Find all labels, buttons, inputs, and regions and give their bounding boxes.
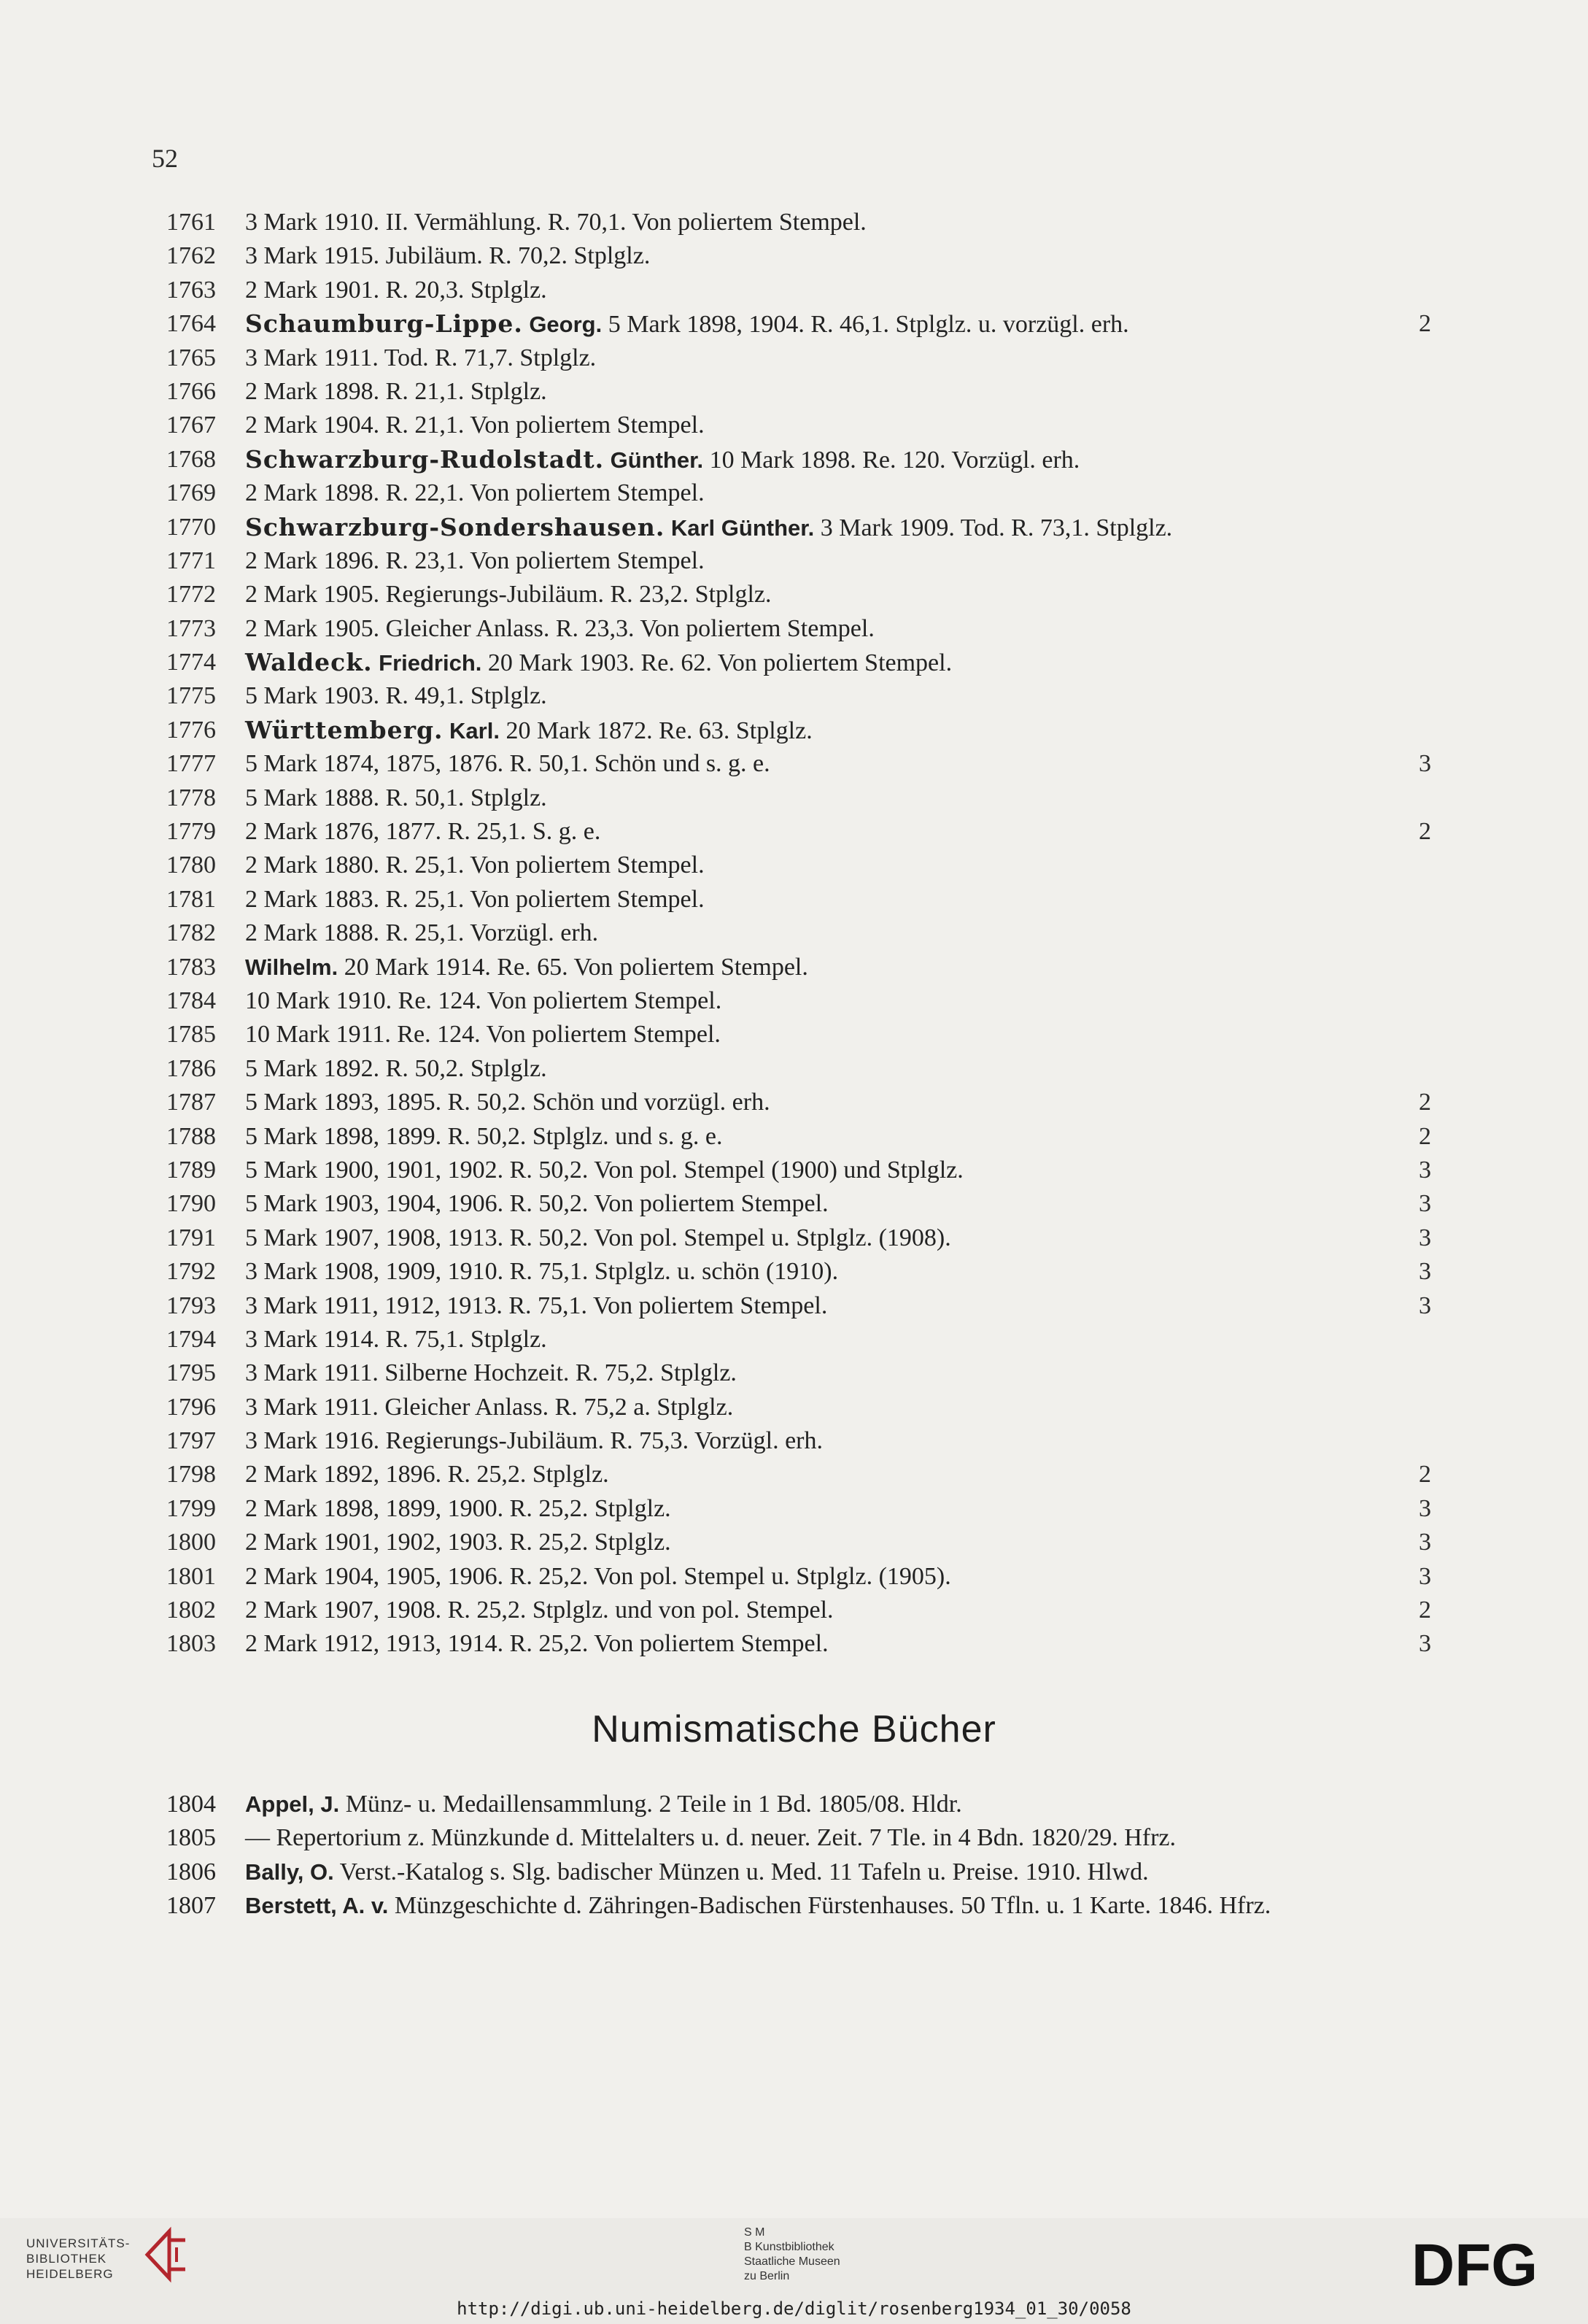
lot-estimate: 2 [1419,1122,1431,1150]
lot-row [0,1424,1588,1458]
lot-row [0,1255,1588,1289]
lot-house: Württemberg. [245,715,444,744]
lot-estimate: 3 [1419,1190,1431,1218]
lot-description [245,1560,951,1594]
lot-description [245,443,1080,477]
lot-estimate: 3 [1419,750,1431,778]
lot-house: Waldeck. [245,648,373,677]
lot-number: 1774 [166,649,216,676]
lot-description [245,1627,829,1661]
lot-description [245,1187,829,1221]
lot-text: 5 Mark 1898, 1899. R. 50,2. Stplglz. und s. g. e. [245,1122,723,1150]
lot-text: 2 Mark 1876, 1877. R. 25,1. S. g. e. [245,818,601,846]
lot-row [0,1221,1588,1255]
lot-text: 2 Mark 1912, 1913, 1914. R. 25,2. Von poliertem Stempel. [245,1630,829,1658]
lot-estimate: 3 [1419,1156,1431,1184]
lot-estimate: 3 [1419,1292,1431,1319]
library-line: BIBLIOTHEK [26,2252,107,2266]
lot-number: 1799 [166,1494,216,1522]
lot-row [0,1120,1588,1154]
lot-description [245,1052,547,1086]
lot-number: 1762 [166,242,216,270]
lot-row [0,1154,1588,1187]
lot-row [0,578,1588,611]
lot-number: 1784 [166,987,216,1014]
lot-number: 1788 [166,1122,216,1150]
book-number: 1804 [166,1791,216,1818]
lot-row [0,1526,1588,1559]
lot-number: 1771 [166,547,216,574]
lot-text: 5 Mark 1893, 1895. R. 50,2. Schön und vorzügl. erh. [245,1089,770,1116]
book-author: Appel, J. [245,1791,340,1817]
lot-number: 1798 [166,1461,216,1489]
book-description [245,1788,1434,1821]
lot-row [0,511,1588,544]
book-row [0,1856,1588,1889]
footer [0,2218,1588,2324]
lot-ruler: Georg. [529,312,603,338]
lot-description [245,274,547,307]
lot-row [0,781,1588,815]
lot-estimate: 2 [1419,1597,1431,1624]
lot-text: 5 Mark 1900, 1901, 1902. R. 50,2. Von pol. Stempel (1900) und Stplglz. [245,1156,964,1184]
lot-number: 1767 [166,412,216,439]
lot-text: 2 Mark 1892, 1896. R. 25,2. Stplglz. [245,1461,609,1489]
lot-number: 1769 [166,479,216,507]
lot-number: 1803 [166,1630,216,1658]
lot-text: 2 Mark 1905. Gleicher Anlass. R. 23,3. Von poliertem Stempel. [245,614,875,642]
lot-text: 3 Mark 1915. Jubiläum. R. 70,2. Stplglz. [245,242,651,270]
lot-number: 1792 [166,1258,216,1286]
lot-text: 2 Mark 1898. R. 22,1. Von poliertem Stempel. [245,479,705,507]
lot-description [245,1154,964,1187]
lot-row [0,239,1588,273]
lot-description [245,511,1172,545]
lot-description [245,578,772,611]
page-number: 52 [152,144,178,173]
library-name [26,2236,130,2282]
lot-row [0,341,1588,375]
lot-number: 1772 [166,581,216,609]
lot-text: 3 Mark 1911. Silberne Hochzeit. R. 75,2. Stplglz. [245,1359,737,1387]
lot-row [0,307,1588,341]
lot-description [245,1492,671,1526]
lot-description [245,544,705,578]
smb-line: S M [744,2226,765,2239]
lot-description [245,984,721,1018]
lot-description [245,781,547,815]
lot-row [0,1187,1588,1221]
lot-text: 5 Mark 1892. R. 50,2. Stplglz. [245,1054,547,1082]
lot-text: 10 Mark 1898. Re. 120. Vorzügl. erh. [709,446,1080,474]
lot-number: 1775 [166,682,216,710]
lot-text: 3 Mark 1916. Regierungs-Jubiläum. R. 75,3. Vorzügl. erh. [245,1427,823,1455]
lot-estimate: 3 [1419,1258,1431,1286]
lot-number: 1789 [166,1156,216,1184]
lot-row [0,1323,1588,1356]
lot-estimate: 2 [1419,1089,1431,1116]
lot-text: 2 Mark 1907, 1908. R. 25,2. Stplglz. und von pol. Stempel. [245,1597,834,1624]
book-row [0,1821,1588,1855]
book-title: Verst.-Katalog s. Slg. badischer Münzen u. Med. 11 Tafeln u. Preise. 1910. Hlwd. [339,1858,1149,1885]
book-row [0,1788,1588,1821]
lot-description [245,679,547,713]
lot-description [245,1356,737,1390]
lot-text: 2 Mark 1904, 1905, 1906. R. 25,2. Von pol. Stempel u. Stplglz. (1905). [245,1562,951,1590]
lot-description [245,1594,834,1627]
lot-row [0,206,1588,239]
lot-house: Schaumburg-Lippe. [245,309,523,339]
lot-row [0,951,1588,984]
book-title: Münzgeschichte d. Zähringen-Badischen Fürstenhauses. 50 Tfln. u. 1 Karte. 1846. Hfrz. [394,1892,1271,1920]
lot-text: 3 Mark 1911, 1912, 1913. R. 75,1. Von poliertem Stempel. [245,1292,828,1319]
lot-text: 2 Mark 1896. R. 23,1. Von poliertem Stempel. [245,547,705,574]
lot-text: 5 Mark 1907, 1908, 1913. R. 50,2. Von pol. Stempel u. Stplglz. (1908). [245,1224,951,1251]
lot-text: 2 Mark 1901. R. 20,3. Stplglz. [245,276,547,304]
lot-description [245,1086,770,1119]
smb-logo [744,2225,840,2284]
dfg-logo-text: DFG [1411,2234,1538,2293]
lot-number: 1765 [166,344,216,371]
lot-row [0,1052,1588,1086]
lot-number: 1768 [166,445,216,473]
lot-number: 1790 [166,1190,216,1218]
lot-row [0,1356,1588,1390]
lot-row [0,815,1588,849]
lot-list [0,206,1588,1661]
lot-number: 1796 [166,1393,216,1421]
lot-row [0,1560,1588,1594]
lot-number: 1781 [166,885,216,913]
lot-text: 2 Mark 1901, 1902, 1903. R. 25,2. Stplglz. [245,1529,671,1556]
library-line: HEIDELBERG [26,2267,114,2281]
lot-number: 1777 [166,750,216,778]
lot-text: 5 Mark 1903, 1904, 1906. R. 50,2. Von poliertem Stempel. [245,1190,829,1218]
lot-row [0,1594,1588,1627]
lot-number: 1787 [166,1089,216,1116]
lot-description [245,1526,671,1559]
lot-description [245,1323,547,1356]
lot-number: 1800 [166,1529,216,1556]
lot-description [245,815,600,849]
lot-description [245,1255,838,1289]
lot-description [245,409,705,442]
lot-row [0,984,1588,1018]
lot-number: 1802 [166,1597,216,1624]
lot-row [0,409,1588,442]
lot-text: 3 Mark 1914. R. 75,1. Stplglz. [245,1325,547,1353]
lot-text: 3 Mark 1911. Gleicher Anlass. R. 75,2 a. Stplglz. [245,1393,734,1421]
lot-row [0,375,1588,409]
lot-row [0,1492,1588,1526]
lot-description [245,1391,733,1424]
lot-number: 1766 [166,377,216,405]
lot-row [0,646,1588,679]
lot-number: 1761 [166,209,216,236]
lot-number: 1779 [166,818,216,846]
lot-description [245,883,705,916]
lot-description [245,646,952,680]
lot-number: 1776 [166,716,216,744]
lot-number: 1770 [166,513,216,541]
lot-description [245,1120,722,1154]
lot-text: 5 Mark 1903. R. 49,1. Stplglz. [245,682,547,710]
lot-description [245,951,808,984]
lot-row [0,274,1588,307]
heidelberg-library-logo-icon [140,2225,191,2284]
book-number: 1807 [166,1892,216,1920]
book-description [245,1889,1434,1923]
book-row [0,1889,1588,1923]
lot-text: 10 Mark 1911. Re. 124. Von poliertem Stempel. [245,1021,721,1049]
lot-number: 1763 [166,276,216,304]
lot-row [0,443,1588,476]
lot-row [0,544,1588,578]
lot-number: 1783 [166,953,216,981]
lot-number: 1794 [166,1325,216,1353]
book-author: Berstett, A. v. [245,1893,389,1919]
lot-estimate: 3 [1419,1224,1431,1251]
lot-description [245,1018,721,1051]
book-description [245,1856,1434,1889]
lot-house: Schwarzburg-Sondershausen. [245,512,665,541]
lot-text: 10 Mark 1910. Re. 124. Von poliertem Stempel. [245,987,722,1014]
lot-number: 1785 [166,1021,216,1049]
lot-ruler: Friedrich. [379,650,482,676]
lot-description [245,849,705,882]
lot-text: 20 Mark 1903. Re. 62. Von poliertem Stempel. [487,649,953,677]
lot-row [0,1391,1588,1424]
lot-row [0,849,1588,882]
lot-estimate: 3 [1419,1529,1431,1556]
lot-estimate: 3 [1419,1562,1431,1590]
book-number: 1806 [166,1858,216,1885]
lot-estimate: 2 [1419,1461,1431,1489]
lot-description [245,341,596,375]
lot-house: Schwarzburg-Rudolstadt. [245,444,605,474]
lot-description [245,1221,951,1255]
smb-line: zu Berlin [744,2270,790,2282]
book-description [245,1821,1434,1855]
lot-description [245,476,705,510]
lot-row [0,883,1588,916]
lot-text: 5 Mark 1888. R. 50,1. Stplglz. [245,784,547,811]
lot-text: 2 Mark 1905. Regierungs-Jubiläum. R. 23,2. Stplglz. [245,581,772,609]
lot-text: 3 Mark 1909. Tod. R. 73,1. Stplglz. [820,514,1173,541]
book-author: Bally, O. [245,1858,334,1885]
lot-description [245,375,547,409]
lot-number: 1791 [166,1224,216,1251]
book-title: Münz- u. Medaillensammlung. 2 Teile in 1 Bd. 1805/08. Hldr. [345,1791,962,1818]
lot-text: 2 Mark 1883. R. 25,1. Von poliertem Stempel. [245,885,705,913]
lot-number: 1780 [166,852,216,879]
lot-ruler: Wilhelm. [245,954,338,980]
lot-description [245,612,875,646]
lot-text: 2 Mark 1888. R. 25,1. Vorzügl. erh. [245,919,599,947]
lot-row [0,612,1588,646]
lot-number: 1786 [166,1054,216,1082]
lot-text: 2 Mark 1898. R. 21,1. Stplglz. [245,377,547,405]
lot-row [0,747,1588,781]
lot-text: 3 Mark 1908, 1909, 1910. R. 75,1. Stplglz. u. schön (1910). [245,1258,839,1286]
library-line: UNIVERSITÄTS- [26,2236,131,2250]
book-list [0,1788,1588,1923]
lot-number: 1778 [166,784,216,811]
lot-number: 1797 [166,1427,216,1455]
lot-ruler: Karl. [449,717,500,744]
lot-ruler: Karl Günther. [670,514,815,541]
lot-text: 5 Mark 1874, 1875, 1876. R. 50,1. Schön und s. g. e. [245,750,770,778]
lot-row [0,1086,1588,1119]
lot-estimate: 2 [1419,310,1431,338]
lot-number: 1795 [166,1359,216,1387]
lot-description [245,916,598,950]
lot-row [0,476,1588,510]
lot-row [0,679,1588,713]
lot-description [245,239,650,273]
lot-text: 2 Mark 1898, 1899, 1900. R. 25,2. Stplglz. [245,1494,671,1522]
lot-description [245,714,813,748]
lot-text: 3 Mark 1911. Tod. R. 71,7. Stplglz. [245,344,597,371]
lot-description [245,1424,823,1458]
lot-estimate: 3 [1419,1494,1431,1522]
lot-row [0,1289,1588,1323]
lot-row [0,1458,1588,1491]
lot-description [245,747,770,781]
lot-row [0,1018,1588,1051]
book-number: 1805 [166,1824,216,1852]
smb-line: B Kunstbibliothek [744,2241,834,2253]
book-title: — Repertorium z. Münzkunde d. Mittelalters u. d. neuer. Zeit. 7 Tle. in 4 Bdn. 1820/29. Hfrz. [245,1824,1177,1852]
source-url-link[interactable]: http://digi.ub.uni-heidelberg.de/diglit/rosenberg1934_01_30/0058 [457,2298,1131,2319]
lot-text: 5 Mark 1898, 1904. R. 46,1. Stplglz. u. vorzügl. erh. [608,311,1129,339]
section-heading: Numismatische Bücher [592,1708,996,1750]
lot-description [245,1458,609,1491]
lot-row [0,1627,1588,1661]
lot-number: 1793 [166,1292,216,1319]
dfg-logo-icon [1411,2234,1565,2293]
lot-text: 20 Mark 1872. Re. 63. Stplglz. [506,717,813,744]
lot-text: 20 Mark 1914. Re. 65. Von poliertem Stempel. [344,953,808,981]
lot-text: 3 Mark 1910. II. Vermählung. R. 70,1. Von poliertem Stempel. [245,209,867,236]
lot-estimate: 2 [1419,818,1431,846]
lot-estimate: 3 [1419,1630,1431,1658]
lot-description [245,206,867,239]
lot-row [0,714,1588,747]
lot-number: 1782 [166,919,216,947]
smb-line: Staatliche Museen [744,2255,840,2268]
lot-number: 1773 [166,614,216,642]
lot-text: 2 Mark 1904. R. 21,1. Von poliertem Stempel. [245,412,705,439]
lot-description [245,307,1129,341]
lot-number: 1764 [166,310,216,338]
lot-number: 1801 [166,1562,216,1590]
lot-description [245,1289,827,1323]
lot-text: 2 Mark 1880. R. 25,1. Von poliertem Stempel. [245,852,705,879]
lot-ruler: Günther. [610,447,704,473]
lot-row [0,916,1588,950]
